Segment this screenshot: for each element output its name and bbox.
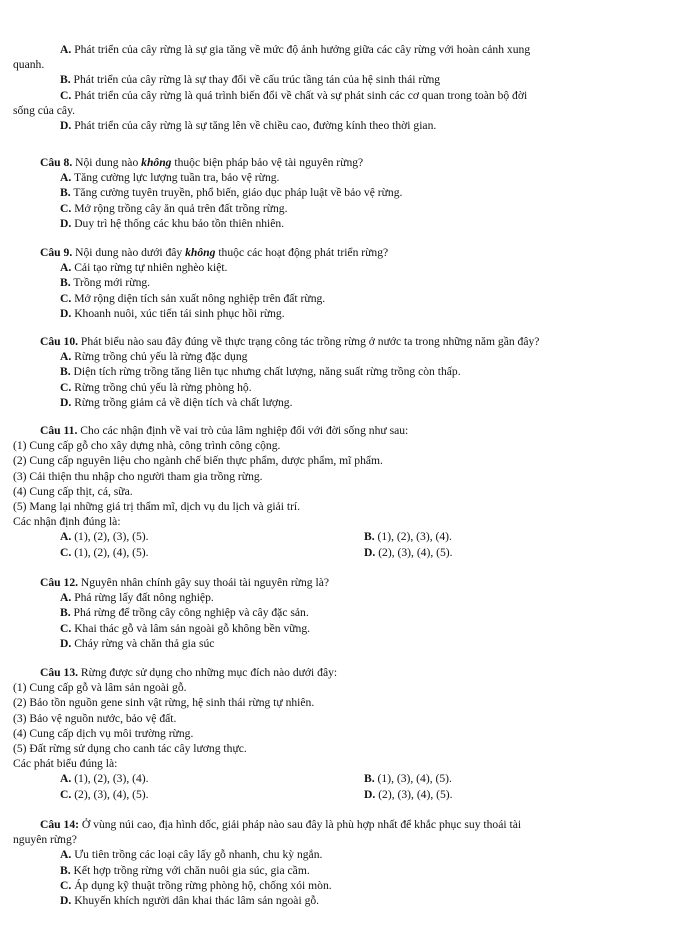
option-a: A. (1), (2), (3), (5). xyxy=(60,530,149,544)
option-b: B. Tăng cường tuyên truyền, phổ biến, giáo dục pháp luật về bảo vệ rừng. xyxy=(60,186,403,200)
options-row-2 xyxy=(0,787,694,802)
options-row-2 xyxy=(0,545,694,560)
option-a-cont: quanh. xyxy=(13,58,45,72)
statement-1: (1) Cung cấp gỗ cho xây dựng nhà, công trình công cộng. xyxy=(13,439,281,453)
question-13 xyxy=(0,665,694,802)
option-d: D. Khuyến khích người dân khai thác lâm sản ngoài gỗ. xyxy=(60,893,320,907)
options-row-1 xyxy=(0,529,694,544)
question-12-stem: Câu 12. Nguyên nhân chính gây suy thoái tài nguyên rừng là? xyxy=(40,576,330,589)
option-a: A. Tăng cường lực lượng tuần tra, bảo vệ rừng. xyxy=(60,171,280,185)
question-13-prompt: Các phát biểu đúng là: xyxy=(13,757,118,771)
option-c-cont: sống của cây. xyxy=(13,103,76,117)
option-a: A. Phát triển của cây rừng là sự gia tăng về mức độ ảnh hưởng giữa các cây rừng với hoàn cảnh xung xyxy=(60,43,531,56)
question-10-stem: Câu 10. Phát biểu nào sau đây đúng về thực trạng công tác trồng rừng ở nước ta trong những năm gần đây? xyxy=(40,335,540,348)
option-b: B. Trồng mới rừng. xyxy=(60,276,151,290)
question-9 xyxy=(0,245,694,321)
option-b: B. (1), (3), (4), (5). xyxy=(364,772,452,786)
option-b: B. Phá rừng để trồng cây công nghiệp và cây đặc sản. xyxy=(60,606,309,620)
option-c: C. Mở rộng diện tích sản xuất nông nghiệp trên đất rừng. xyxy=(60,291,326,305)
option-a: A. (1), (2), (3), (4). xyxy=(60,772,149,786)
options-row-1 xyxy=(0,771,694,786)
statement-2: (2) Bảo tồn nguồn gene sinh vật rừng, hệ sinh thái rừng tự nhiên. xyxy=(13,696,315,710)
question-14 xyxy=(0,817,694,908)
question-11-prompt: Các nhận định đúng là: xyxy=(13,515,121,529)
question-12 xyxy=(0,575,694,651)
option-c: C. Rừng trồng chủ yếu là rừng phòng hộ. xyxy=(60,380,252,394)
option-d: D. Khoanh nuôi, xúc tiến tái sinh phục hồi rừng. xyxy=(60,306,285,320)
prev-question-options xyxy=(0,42,694,133)
question-8-stem: Câu 8. Nội dung nào không thuộc biện pháp bảo vệ tài nguyên rừng? xyxy=(40,156,364,169)
question-11 xyxy=(0,423,694,560)
option-c: C. Phát triển của cây rừng là quá trình biến đổi về chất và sự phát sinh các cơ quan trong toàn bộ đời xyxy=(60,88,528,102)
option-a: A. Cải tạo rừng tự nhiên nghèo kiệt. xyxy=(60,261,228,275)
option-d: D. (2), (3), (4), (5). xyxy=(364,545,453,559)
option-c: C. (1), (2), (4), (5). xyxy=(60,545,149,559)
option-a: A. Ưu tiên trồng các loại cây lấy gỗ nhanh, chu kỳ ngắn. xyxy=(60,848,323,862)
statement-5: (5) Đất rừng sử dụng cho canh tác cây lương thực. xyxy=(13,741,247,755)
option-b: B. (1), (2), (3), (4). xyxy=(364,530,452,544)
option-d: D. (2), (3), (4), (5). xyxy=(364,787,453,801)
statement-4: (4) Cung cấp thịt, cá, sữa. xyxy=(13,484,133,498)
option-b: B. Phát triển của cây rừng là sự thay đổi về cấu trúc tầng tán của hệ sinh thái rừng xyxy=(60,73,441,87)
option-d: D. Duy trì hệ thống các khu bảo tồn thiên nhiên. xyxy=(60,216,285,230)
option-d: D. Rừng trồng giảm cả về diện tích và chất lượng. xyxy=(60,395,293,409)
option-c: C. Áp dụng kỹ thuật trồng rừng phòng hộ, chống xói mòn. xyxy=(60,878,332,892)
option-c: C. Khai thác gỗ và lâm sản ngoài gỗ không bền vững. xyxy=(60,621,311,635)
question-11-stem: Câu 11. Cho các nhận định về vai trò của lâm nghiệp đối với đời sống như sau: xyxy=(40,424,409,437)
option-a: A. Phá rừng lấy đất nông nghiệp. xyxy=(60,591,214,605)
statement-4: (4) Cung cấp dịch vụ môi trường rừng. xyxy=(13,726,194,740)
statement-3: (3) Bảo vệ nguồn nước, bảo vệ đất. xyxy=(13,711,177,725)
statement-3: (3) Cải thiện thu nhập cho người tham gia trồng rừng. xyxy=(13,469,263,483)
option-d: D. Cháy rừng và chăn thả gia súc xyxy=(60,636,215,650)
statement-5: (5) Mang lại những giá trị thẩm mĩ, dịch vụ du lịch và giải trí. xyxy=(13,499,301,513)
option-b: B. Kết hợp trồng rừng với chăn nuôi gia súc, gia cầm. xyxy=(60,863,310,877)
question-14-stem: Câu 14: Ở vùng núi cao, địa hình dốc, giải pháp nào sau đây là phù hợp nhất để khắc phục suy thoái tài xyxy=(40,818,522,831)
option-d: D. Phát triển của cây rừng là sự tăng lên về chiều cao, đường kính theo thời gian. xyxy=(60,118,437,132)
option-c: C. Mở rộng trồng cây ăn quả trên đất trồng rừng. xyxy=(60,201,288,215)
question-14-stem-cont: nguyên rừng? xyxy=(13,833,77,847)
question-9-stem: Câu 9. Nội dung nào dưới đây không thuộc các hoạt động phát triển rừng? xyxy=(40,246,389,259)
question-8 xyxy=(0,155,694,231)
question-10 xyxy=(0,334,694,410)
option-a: A. Rừng trồng chủ yếu là rừng đặc dụng xyxy=(60,350,248,364)
question-13-stem: Câu 13. Rừng được sử dụng cho những mục đích nào dưới đây: xyxy=(40,666,338,679)
statement-2: (2) Cung cấp nguyên liệu cho ngành chế biến thực phẩm, dược phẩm, mĩ phẩm. xyxy=(13,454,383,468)
statement-1: (1) Cung cấp gỗ và lâm sản ngoài gỗ. xyxy=(13,681,187,695)
option-c: C. (2), (3), (4), (5). xyxy=(60,787,149,801)
option-b: B. Diện tích rừng trồng tăng liên tục nhưng chất lượng, năng suất rừng trồng còn thấp. xyxy=(60,365,461,379)
